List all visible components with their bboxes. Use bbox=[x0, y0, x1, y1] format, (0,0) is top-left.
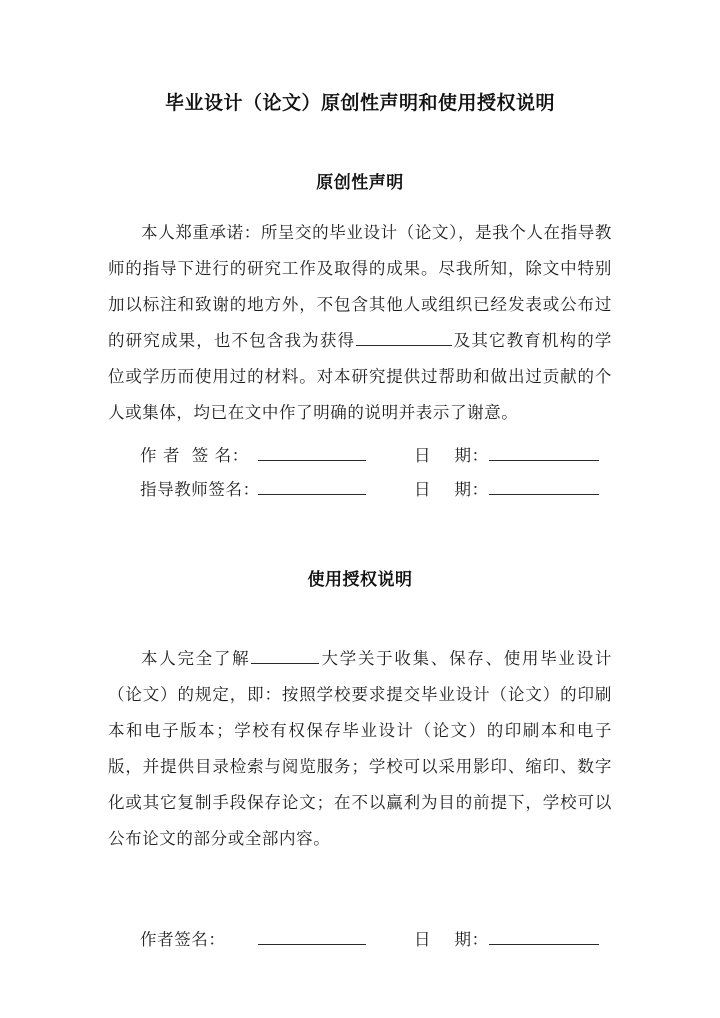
declaration-institution-blank[interactable] bbox=[356, 329, 452, 346]
author-signature-field[interactable] bbox=[258, 445, 366, 461]
authorization-date-field[interactable] bbox=[489, 929, 599, 945]
declaration-paragraph bbox=[108, 195, 612, 431]
authorization-author-signature-row bbox=[108, 923, 612, 957]
supervisor-signature-label: 指导教师签名： bbox=[140, 480, 260, 500]
declaration-text-before-blank: 本人郑重承诺：所呈交的毕业设计（论文），是我个人在指导教师的指导下进行的研究工作及取得的成果。尽我所知，除文中特别加以标注和致谢的地方外，不包含其他人或组织已经发表或公布过的研究成果，也不包含我为获得 bbox=[108, 223, 612, 351]
author-date-field[interactable] bbox=[489, 445, 599, 461]
authorization-text-after-blank: 大学关于收集、保存、使用毕业设计（论文）的规定，即：按照学校要求提交毕业设计（论文）的印刷本和电子版本；学校有权保存毕业设计（论文）的印刷本和电子版，并提供目录检索与阅览服务；学校可以采用影印、缩印、数字化或其它复制手段保存论文；在不以赢利为目的前提下，学校可以公布论文的部分或全部内容。 bbox=[108, 649, 612, 849]
authorization-author-signature-label: 作者签名： bbox=[140, 930, 226, 950]
authorization-text-before-blank: 本人完全了解 bbox=[141, 649, 251, 669]
supervisor-date-field[interactable] bbox=[489, 479, 599, 495]
authorization-signature-block bbox=[108, 857, 612, 957]
supervisor-signature-field[interactable] bbox=[258, 479, 366, 495]
declaration-text-after-blank: 及其它教育机构的学位或学历而使用过的材料。对本研究提供过帮助和做出过贡献的个人或集体，均已在文中作了明确的说明并表示了谢意。 bbox=[108, 331, 612, 423]
authorization-paragraph bbox=[108, 593, 612, 857]
authorization-heading: 使用授权说明 bbox=[307, 570, 413, 591]
declaration-signature-block bbox=[108, 431, 612, 507]
author-date-label: 日 期： bbox=[414, 446, 489, 466]
document-content bbox=[108, 0, 612, 957]
supervisor-date-label: 日 期： bbox=[414, 480, 489, 500]
authorization-date-label: 日 期： bbox=[414, 930, 489, 950]
authorization-author-signature-field[interactable] bbox=[258, 929, 366, 945]
authorization-university-blank[interactable] bbox=[251, 647, 319, 664]
declaration-heading: 原创性声明 bbox=[316, 172, 404, 193]
supervisor-signature-row bbox=[108, 473, 612, 507]
author-signature-label: 作 者 签 名： bbox=[140, 446, 249, 466]
author-signature-row bbox=[108, 439, 612, 473]
page-title: 毕业设计（论文）原创性声明和使用授权说明 bbox=[164, 92, 555, 114]
